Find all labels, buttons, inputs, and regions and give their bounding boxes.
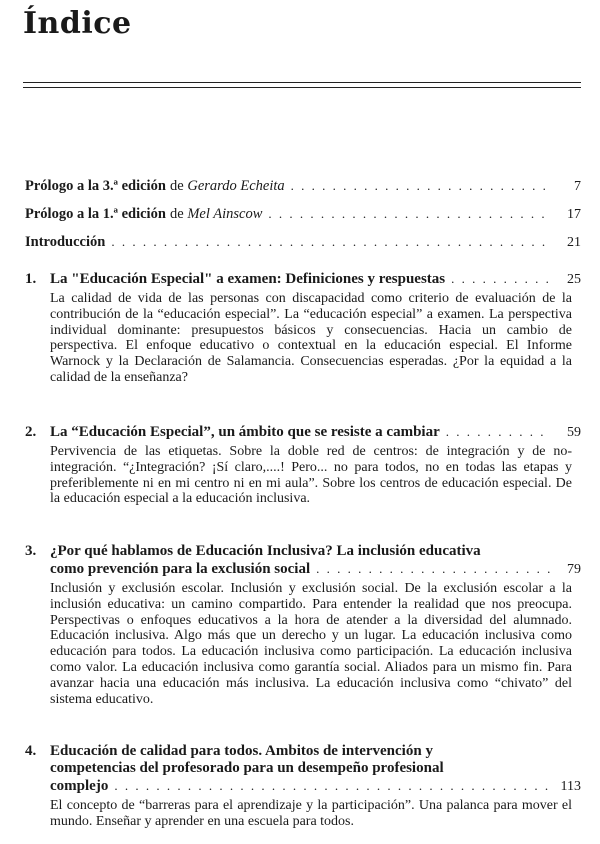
toc-chapter-4[interactable]	[25, 743, 581, 830]
page-title: Índice	[23, 6, 132, 41]
entry-author: Mel Ainscow	[187, 206, 263, 222]
leader-dots	[268, 206, 551, 222]
chapter-page: 25	[567, 272, 581, 287]
entry-page: 7	[574, 179, 581, 194]
leader-dots	[316, 560, 551, 577]
entry-label: Prólogo a la 1.ª edición	[25, 206, 166, 222]
leader-dots	[446, 423, 551, 440]
chapter-number: 1.	[25, 271, 37, 287]
entry-author: Gerardo Echeita	[187, 178, 285, 194]
leader-dots	[291, 178, 551, 194]
leader-dots	[451, 270, 551, 287]
leader-dots	[114, 777, 551, 794]
title-rule-bottom	[23, 87, 581, 88]
chapter-summary: Pervivencia de las etiquetas. Sobre la doble red de centros: de integración y de no-integración. “¿Integración? ¡Sí claro,....! Pero... no para todos, no en todas las etapas y preferiblemente ni en mi centro ni en mi aula”. Sobre los centros de educación especial. De la educación especial a la educación inclusiva.	[50, 444, 572, 507]
entry-page: 21	[567, 235, 581, 250]
chapter-page: 79	[567, 562, 581, 577]
chapter-number: 4.	[25, 743, 37, 759]
chapter-title-line: Educación de calidad para todos. Ambitos de intervención y	[50, 743, 433, 759]
chapter-title-line: como prevención para la exclusión social	[50, 561, 311, 577]
leader-dots	[111, 234, 551, 250]
chapter-summary: Inclusión y exclusión escolar. Inclusión y exclusión social. De la exclusión escolar a la inclusión educativa: un camino compartido. Para entender la realidad que nos preocupa. Perspectivas o enfoques educativos a la hora de atender a la diversidad del alumnado. Educación inclusiva. Algo más que un derecho y un lugar. La educación inclusiva como educación para todos. La educación inclusiva como participación. La educación inclusiva como valor. La educación inclusiva como garantía social. Aliados para un mismo fin. Para avanzar hacia una educación más inclusiva. La educación inclusiva como “chivato” del sistema educativo.	[50, 581, 572, 707]
chapter-title-line: ¿Por qué hablamos de Educación Inclusiva? La inclusión educativa	[50, 543, 481, 559]
toc-entry-introduction[interactable]	[25, 234, 581, 251]
chapter-summary: La calidad de vida de las personas con discapacidad como criterio de evaluación de la contribución de la “educación especial”. La “educación especial” a examen. La perspectiva individual dominante: presupuestos básicos y consecuencias. Hacia un cambio de perspectiva. El enfoque educativo o contextual en la educación especial. El Informe Warnock y la Declaración de Salamancia. Consecuencias esperadas. ¿Por la equidad a la calidad de la enseñanza?	[50, 291, 572, 385]
chapter-title-line: complejo	[50, 778, 109, 794]
chapter-title-line: competencias del profesorado para un desempeño profesional	[50, 760, 444, 776]
toc-chapter-1[interactable]	[25, 270, 581, 386]
toc-entry-prologue-1[interactable]	[25, 206, 581, 223]
entry-label: Prólogo a la 3.ª edición	[25, 178, 166, 194]
chapter-title: La “Educación Especial”, un ámbito que se resiste a cambiar	[50, 424, 440, 440]
chapter-page: 59	[567, 425, 581, 440]
chapter-number: 2.	[25, 424, 37, 440]
entry-page: 17	[567, 207, 581, 222]
chapter-page: 113	[560, 779, 581, 794]
entry-prep: de	[170, 178, 184, 194]
chapter-title: La "Educación Especial" a examen: Definiciones y respuestas	[50, 271, 446, 287]
toc-entry-prologue-3[interactable]	[25, 178, 581, 195]
chapter-number: 3.	[25, 543, 37, 559]
title-rule-top	[23, 82, 581, 83]
toc-chapter-2[interactable]	[25, 423, 581, 507]
entry-prep: de	[170, 206, 184, 222]
chapter-summary: El concepto de “barreras para el aprendizaje y la participación”. Una palanca para mover el mundo. Enseñar y aprender en una escuela para todos.	[50, 798, 572, 829]
entry-label: Introducción	[25, 234, 106, 250]
toc-chapter-3[interactable]	[25, 543, 581, 707]
